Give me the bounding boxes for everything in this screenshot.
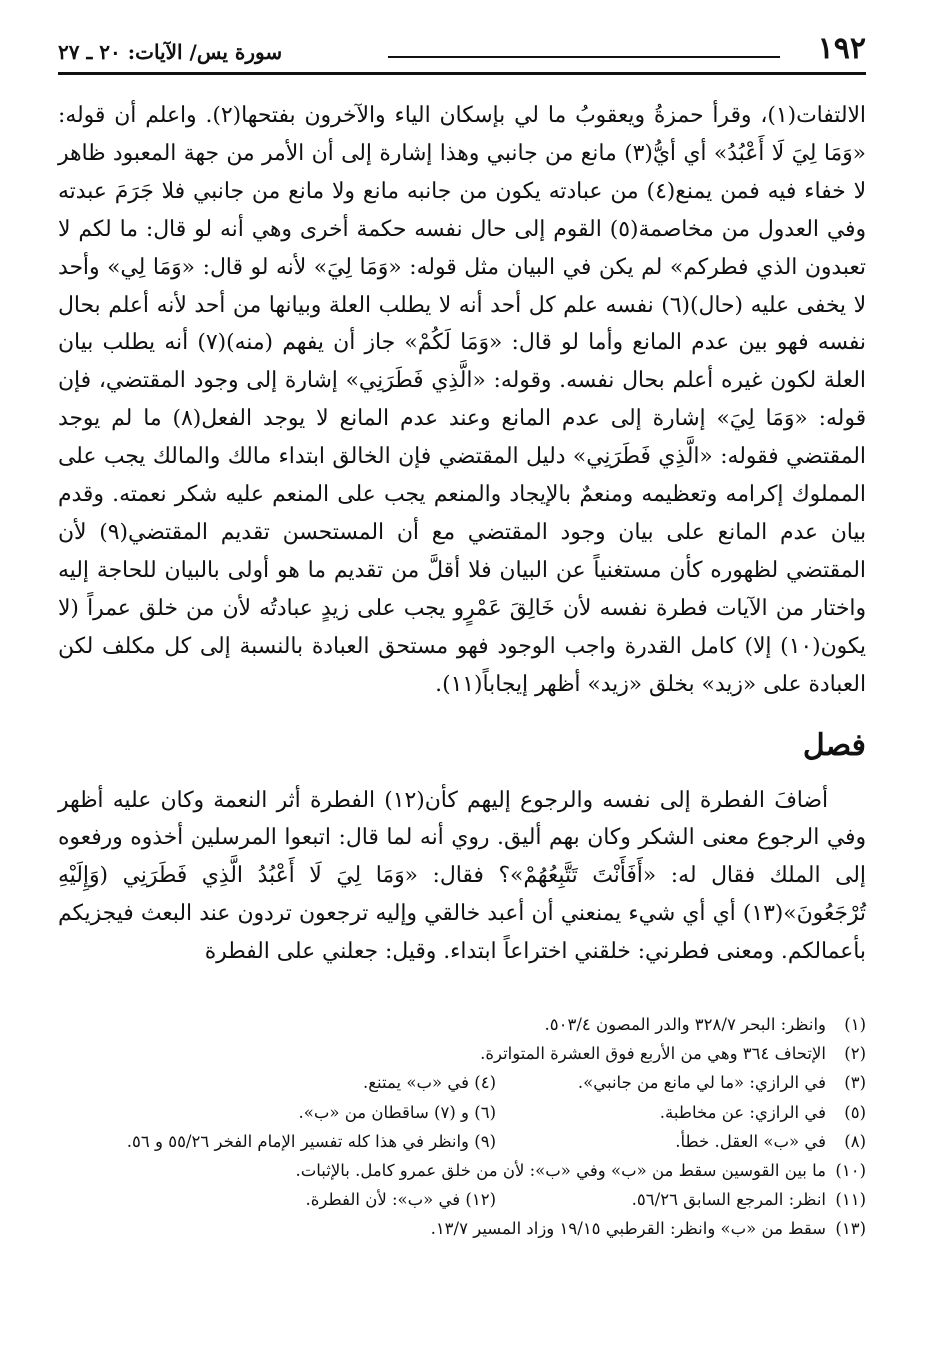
footnote-text <box>58 1039 496 1068</box>
main-text <box>58 97 866 971</box>
footnote <box>58 1098 866 1127</box>
footnote-number: (١) <box>844 1015 866 1035</box>
footnote-number: (٢) <box>844 1044 866 1064</box>
footnote-number: (٣) <box>844 1073 866 1093</box>
footnote <box>58 1214 866 1243</box>
footnote-text <box>58 1214 496 1243</box>
footnote-number: (١١) <box>835 1190 866 1210</box>
footnote <box>58 1185 866 1214</box>
footnote-text <box>58 1010 496 1039</box>
footnote-text: وانظر: البحر ٣٢٨/٧ والدر المصون ٥٠٣/٤. <box>544 1015 826 1035</box>
footnote-text: الإتحاف ٣٦٤ وهي من الأربع فوق العشرة المتواترة. <box>480 1044 826 1064</box>
footnote <box>58 1010 866 1039</box>
running-title: سورة يس/ الآيات: ٢٠ ـ ٢٧ <box>58 40 283 64</box>
footnote-number: (٥) <box>844 1102 866 1122</box>
footnote-text: (٤) في «ب» يمتنع. <box>363 1073 496 1093</box>
footnote <box>58 1156 866 1185</box>
section-title: فصل <box>802 727 866 763</box>
footnote <box>58 1127 866 1156</box>
footnote-text <box>58 1156 496 1185</box>
footnotes <box>58 1010 866 1244</box>
footnote-number: (١٣) <box>835 1219 866 1239</box>
footnote-text: ما بين القوسين سقط من «ب» وفي «ب»: لأن من خلق عمرو كامل. بالإثبات. <box>295 1161 826 1181</box>
footnote-text: (٩) وانظر في هذا كله تفسير الإمام الفخر ٥٥/٢٦ و ٥٦. <box>126 1131 496 1151</box>
header-rule <box>388 56 780 58</box>
footnote-text: انظر: المرجع السابق ٥٦/٢٦. <box>631 1190 826 1210</box>
footnote-number: (١٠) <box>835 1161 866 1181</box>
footnote-number: (٨) <box>844 1131 866 1151</box>
footnote-text: في الرازي: «ما لي مانع من جانبي». <box>577 1073 826 1093</box>
page-number: ١٩٢ <box>817 31 866 66</box>
footnote-text: (١٢) في «ب»: لأن الفطرة. <box>305 1190 496 1210</box>
page-header <box>58 28 866 75</box>
footnote <box>58 1039 866 1068</box>
footnote-text: سقط من «ب» وانظر: القرطبي ١٩/١٥ وزاد المسير ١٣/٧. <box>430 1219 826 1239</box>
footnote-text: (٦) و (٧) ساقطان من «ب». <box>298 1102 496 1122</box>
footnote-text: في «ب» العقل. خطأ. <box>675 1131 826 1151</box>
footnote <box>58 1068 866 1097</box>
paragraph: الالتفات(١)، وقرأ حمزةُ ويعقوبُ ما لي بإسكان الياء والآخرون بفتحها(٢). واعلم أن قوله: «وَمَا لِيَ لَا أَعْبُدُ» أي أيُّ(٣) مانع من جانبي وهذا إشارة إلى أن الأمر من جهة المعبود ظاهر لا خفاء فيه فمن يمنع(٤) من عبادته يكون من جانبه مانع ولا مانع من جانبي فلا جَرَمَ عبدته وفي العدول من مخاصمة(٥) القوم إلى حال نفسه حكمة أخرى وهي أنه لو قال: ما لكم لا تعبدون الذي فطركم» لم يكن في البيان مثل قوله: «وَمَا لِيَ» لأنه لو قال: «وَمَا لِي» وأحد لا يخفى عليه (حال)(٦) نفسه علم كل أحد أنه لا يطلب العلة وبيانها من أحد لأنه أعلم بحال نفسه فهو بين عدم المانع وأما لو قال: «وَمَا لَكُمْ» جاز أن يفهم (منه)(٧) أنه يطلب بيان العلة لكون غيره أعلم بحال نفسه. وقوله: «الَّذِي فَطَرَنِي» إشارة إلى وجود المقتضي، فإن قوله: «وَمَا لِيَ» إشارة إلى عدم المانع وعند عدم المانع لا يوجد الفعل(٨) ما لم يوجد المقتضي فقوله: «الَّذِي فَطَرَنِي» دليل المقتضي فإن الخالق ابتداء مالك والمالك يجب على المملوك إكرامه وتعظيمه ومنعمٌ بالإيجاد والمنعم يجب على المنعم عليه شكر نعمته. وقدم بيان عدم المانع على بيان وجود المقتضي مع أن المستحسن تقديم المقتضي(٩) لأن المقتضي لظهوره كأن مستغنياً عن البيان فلا أقلَّ من تقديم ما هو أولى بالبيان للحاجة إليه واختار من الآيات فطرة نفسه لأن خَالِقَ عَمْرٍو يجب على زيدٍ عبادتُه لأن من خلق عمراً (لا يكون(١٠) إلا) كامل القدرة واجب الوجود فهو مستحق العبادة بالنسبة إلى كل مكلف لكن العبادة على «زيد» بخلق «زيد» أظهر إيجاباً(١١). <box>58 103 867 697</box>
page <box>58 28 866 1244</box>
footnote-text: في الرازي: عن مخاطبة. <box>659 1102 826 1122</box>
paragraph: أضافَ الفطرة إلى نفسه والرجوع إليهم كأن(١٢) الفطرة أثر النعمة وكان عليه أظهر وفي الرجوع معنى الشكر وكان بهم أليق. روي أنه لما قال: اتبعوا المرسلين أخذوه ورفعوه إلى الملك فقال له: «أَفَأَنْتَ تَتَّبِعُهُمْ»؟ فقال: «وَمَا لِيَ لَا أَعْبُدُ الَّذِي فَطَرَنِي (وَإِلَيْهِ تُرْجَعُونَ»(١٣) أي أي شيء يمنعني أن أعبد خالقي وإليه ترجعون تردون عند البعث فيجزيكم بأعمالكم. ومعنى فطرني: خلقني اختراعاً ابتداء. وقيل: جعلني على الفطرة <box>58 787 866 965</box>
